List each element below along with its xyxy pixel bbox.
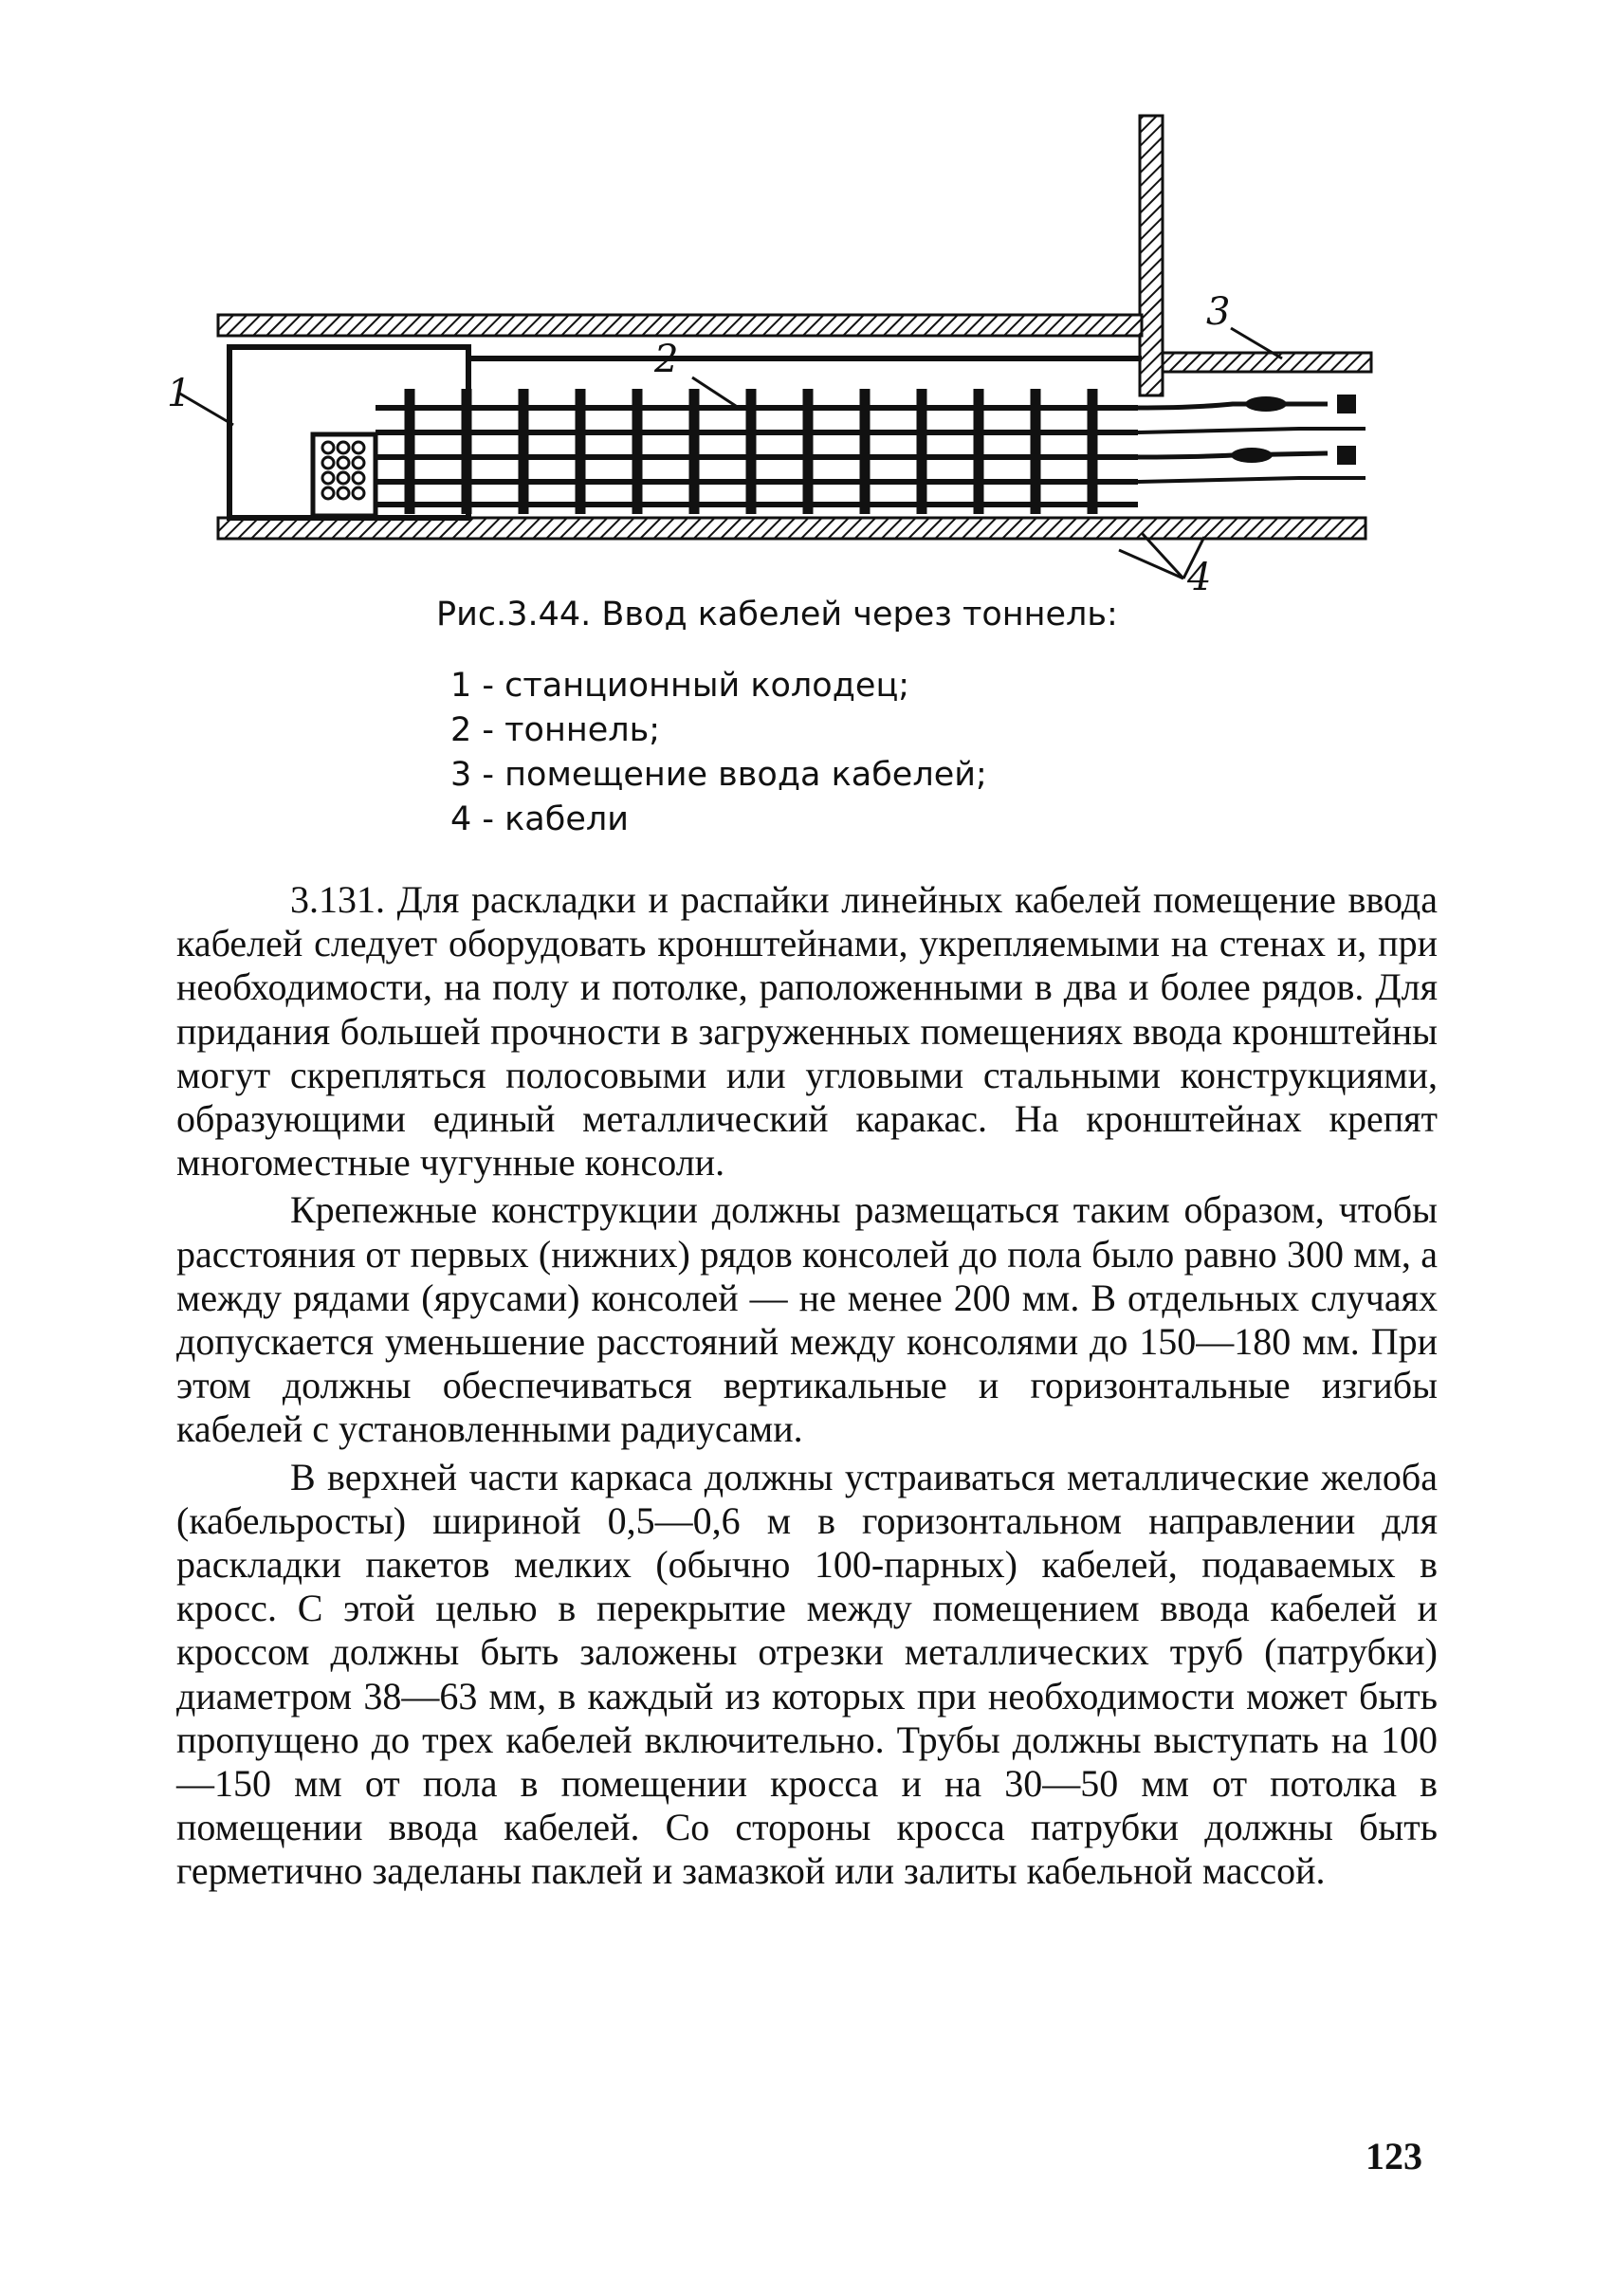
bottom-slab [218, 518, 1366, 539]
paragraph: Крепежные конструкции должны размещаться таким образом, чтобы расстояния от первых (нижних) рядов консолей до пола было равно 300 мм, а между рядами (ярусами) консолей — не менее 200 мм. В отдельных случаях допускается уменьшение расстояний между консолями до 150—180 мм. При этом должны обеспечиваться вертикальные и горизонтальные изгибы кабелей с установленными радиусами. [176, 1188, 1438, 1451]
cable-tunnel-diagram [161, 104, 1432, 597]
callout-3: 3 [1206, 290, 1231, 334]
legend-item: 2 - тоннель; [450, 711, 661, 749]
callout-4: 4 [1187, 556, 1212, 597]
callout-1: 1 [167, 372, 192, 415]
tunnel-ceiling [218, 315, 1142, 336]
figure-legend [450, 664, 987, 842]
vertical-wall [1140, 116, 1163, 395]
paragraph: 3.131. Для раскладки и распайки линейных кабелей помещение ввода кабелей следует оборудовать кронштейнами, укрепляемыми на стенах и, при необходимости, на полу и потолке, раположенными в два и более рядов. Для придания большей прочности в загруженных помещениях ввода кронштейны могут скрепляться полосовыми или угловыми стальными конструкциями, образующими единый металлический каракас. На кронштейнах крепят многоместные чугунные консоли. [176, 878, 1438, 1185]
paragraph: В верхней части каркаса должны устраиваться металлические желоба (кабельросты) шириной 0,5—0,6 м в горизонтальном направлении для раскладки пакетов мелких (обычно 100-парных) кабелей, подаваемых в кросс. С этой целью в перекрытие между помещением ввода кабелей и кроссом должны быть заложены отрезки металлических труб (патрубки) диаметром 38—63 мм, в каждый из которых при необходимости может быть пропущено до трех кабелей включительно. Трубы должны выступать на 100—150 мм от пола в помещении кросса и на 30—50 мм от потолка в помещении ввода кабелей. Со стороны кросса патрубки должны быть герметично заделаны паклей и замазкой или залиты кабельной массой. [176, 1455, 1438, 1893]
body-text [176, 878, 1438, 1898]
diagram-svg [161, 104, 1432, 597]
legend-item: 3 - помещение ввода кабелей; [450, 756, 987, 794]
legend-item: 4 - кабели [450, 800, 629, 838]
figure-caption: Рис.3.44. Ввод кабелей через тоннель: [436, 596, 1118, 634]
legend-item: 1 - станционный колодец; [450, 667, 910, 705]
callout-2: 2 [654, 338, 679, 381]
page-number: 123 [1366, 2135, 1422, 2177]
room-floor [1163, 353, 1371, 372]
